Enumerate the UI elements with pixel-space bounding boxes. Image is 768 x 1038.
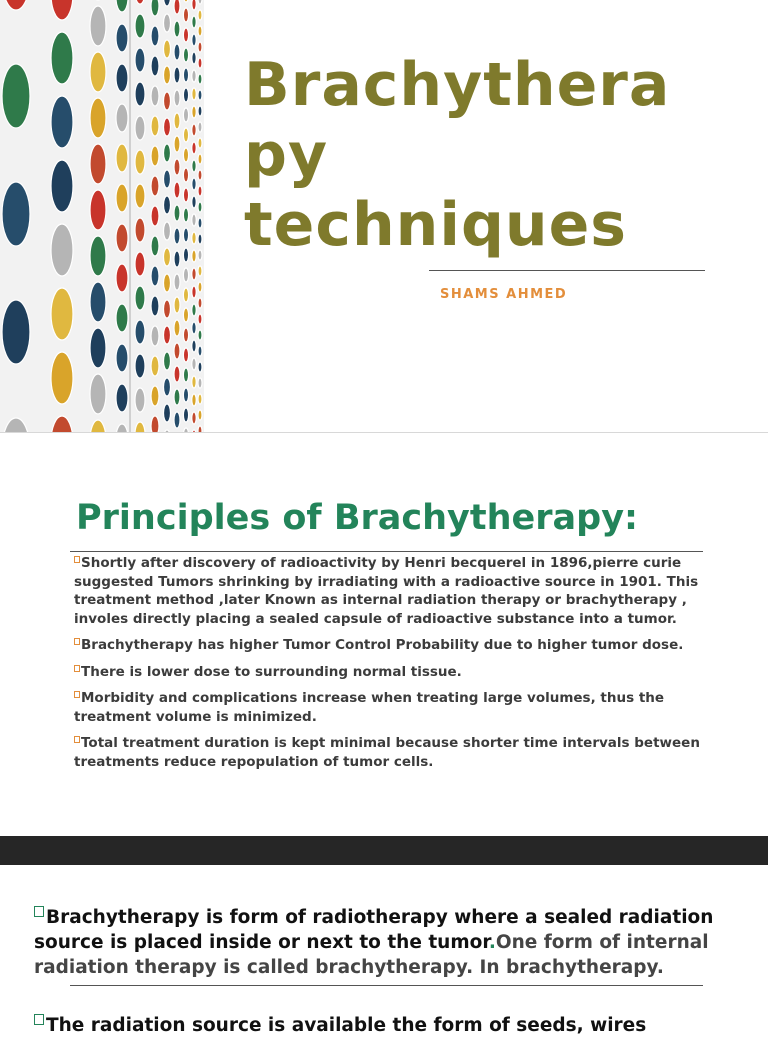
panel-hole [192, 358, 196, 370]
panel-hole [192, 52, 196, 64]
panel-hole [116, 264, 128, 292]
panel-hole [198, 298, 202, 308]
panel-hole [51, 96, 73, 148]
panel-hole [183, 108, 188, 122]
slide-separator-band [0, 836, 768, 865]
panel-hole [151, 56, 159, 76]
panel-hole [151, 386, 159, 406]
panel-hole [192, 124, 196, 136]
bullet-square-icon [74, 736, 80, 743]
panel-hole [164, 196, 171, 214]
title-divider [429, 270, 705, 271]
principles-heading: Principles of Brachytherapy: [76, 498, 638, 538]
panel-hole [90, 236, 106, 276]
bullet-square-icon [34, 906, 44, 917]
bullet-square-icon [74, 665, 80, 672]
panel-hole [183, 328, 188, 342]
panel-hole [174, 297, 180, 313]
panel-hole [151, 176, 159, 196]
panel-hole [192, 196, 196, 208]
panel-hole [135, 48, 145, 72]
panel-hole [198, 26, 202, 36]
panel-hole [174, 159, 180, 175]
panel-hole [164, 326, 171, 344]
panel-hole [164, 92, 171, 110]
panel-hole [183, 288, 188, 302]
panel-hole [174, 113, 180, 129]
panel-hole [135, 354, 145, 378]
panel-hole [174, 205, 180, 221]
panel-hole [135, 252, 145, 276]
panel-hole [164, 274, 171, 292]
panel-hole [174, 251, 180, 267]
panel-hole [174, 136, 180, 152]
panel-hole [198, 202, 202, 212]
panel-hole [151, 116, 159, 136]
panel-hole [164, 222, 171, 240]
panel-hole [183, 368, 188, 382]
panel-hole [183, 388, 188, 402]
panel-hole [183, 88, 188, 102]
panel-hole [192, 340, 196, 352]
author-name: SHAMS AHMED [440, 287, 568, 302]
panel-hole [198, 330, 202, 340]
panel-hole [164, 40, 171, 58]
panel-hole [192, 304, 196, 316]
panel-hole [174, 343, 180, 359]
panel-hole [174, 21, 180, 37]
panel-hole [90, 328, 106, 368]
panel-hole [183, 168, 188, 182]
panel-hole [90, 190, 106, 230]
panel-hole [183, 228, 188, 242]
panel-hole [174, 67, 180, 83]
panel-hole [151, 326, 159, 346]
panel-hole [135, 14, 145, 38]
panel-hole [192, 88, 196, 100]
principles-slide [0, 433, 768, 836]
panel-hole [183, 268, 188, 282]
panel-hole [2, 182, 30, 246]
panel-hole [198, 74, 202, 84]
panel-hole [135, 286, 145, 310]
panel-hole [198, 362, 202, 372]
panel-hole [198, 218, 202, 228]
panel-hole [192, 106, 196, 118]
panel-hole [164, 378, 171, 396]
panel-hole [192, 142, 196, 154]
bullet-square-icon [34, 1014, 44, 1025]
panel-hole [164, 66, 171, 84]
panel-hole [198, 170, 202, 180]
panel-hole [183, 188, 188, 202]
panel-hole [164, 404, 171, 422]
panel-hole [183, 248, 188, 262]
panel-hole [164, 144, 171, 162]
panel-hole [192, 214, 196, 226]
panel-hole [174, 412, 180, 428]
panel-hole [151, 86, 159, 106]
panel-hole [183, 208, 188, 222]
panel-hole [183, 408, 188, 422]
panel-hole [198, 346, 202, 356]
panel-hole [192, 34, 196, 46]
panel-hole [116, 144, 128, 172]
panel-hole [151, 356, 159, 376]
principles-list [70, 554, 700, 779]
next-bullet-line: The radiation source is available the form of seeds, wires [34, 1013, 734, 1038]
panel-hole [192, 412, 196, 424]
panel-hole [151, 296, 159, 316]
panel-hole [183, 0, 188, 2]
panel-hole [198, 42, 202, 52]
panel-hole [192, 250, 196, 262]
panel-seam [129, 0, 131, 432]
panel-hole [135, 388, 145, 412]
panel-hole [174, 274, 180, 290]
panel-hole [183, 128, 188, 142]
panel-hole [151, 0, 159, 16]
panel-hole [198, 0, 202, 4]
panel-hole [164, 170, 171, 188]
panel-hole [174, 228, 180, 244]
panel-hole [90, 52, 106, 92]
panel-hole [135, 218, 145, 242]
panel-hole [135, 184, 145, 208]
panel-hole [198, 122, 202, 132]
paragraph-divider [70, 985, 703, 986]
panel-hole [164, 118, 171, 136]
definition-paragraph: Brachytherapy is form of radiotherapy where a sealed radiation source is placed inside or next to the tumor.One form of internal radiation therapy is called brachytherapy. In brachytherapy. [34, 907, 714, 978]
panel-hole [135, 116, 145, 140]
panel-hole [151, 26, 159, 46]
list-item: Brachytherapy has higher Tumor Control Probability due to higher tumor dose. [70, 636, 700, 655]
panel-hole [198, 106, 202, 116]
panel-hole [116, 224, 128, 252]
panel-hole [183, 148, 188, 162]
panel-hole [192, 160, 196, 172]
panel-hole [198, 266, 202, 276]
title-slide [0, 0, 768, 432]
panel-hole [198, 234, 202, 244]
panel-hole [116, 344, 128, 372]
panel-hole [51, 160, 73, 212]
panel-hole [174, 182, 180, 198]
presentation-title: Brachythera py techniques [244, 50, 671, 260]
panel-hole [174, 389, 180, 405]
panel-hole [198, 138, 202, 148]
panel-hole [198, 250, 202, 260]
panel-hole [151, 206, 159, 226]
panel-hole [116, 64, 128, 92]
panel-hole [116, 24, 128, 52]
list-item: Morbidity and complications increase when treating large volumes, thus the treatment volume is minimized. [74, 690, 665, 725]
panel-hole [174, 0, 180, 14]
panel-hole [151, 236, 159, 256]
panel-hole [51, 288, 73, 340]
definition-slide [0, 865, 768, 1036]
panel-hole [90, 374, 106, 414]
panel-hole [198, 282, 202, 292]
panel-hole [116, 104, 128, 132]
panel-hole [90, 6, 106, 46]
panel-hole [183, 308, 188, 322]
panel-hole [192, 376, 196, 388]
panel-hole [198, 410, 202, 420]
perforated-panel-image [0, 0, 204, 432]
list-item: Total treatment duration is kept minimal because shorter time intervals between treatments reduce repopulation of tumor cells. [74, 735, 700, 770]
panel-hole [151, 266, 159, 286]
panel-hole [116, 304, 128, 332]
panel-hole [198, 90, 202, 100]
panel-hole [198, 186, 202, 196]
bullet-square-icon [74, 638, 80, 645]
panel-hole [174, 366, 180, 382]
panel-hole [135, 82, 145, 106]
panel-hole [192, 0, 196, 10]
panel-hole [192, 232, 196, 244]
panel-hole [198, 154, 202, 164]
list-item: Shortly after discovery of radioactivity by Henri becquerel in 1896,pierre curie suggested Tumors shrinking by irradiating with a radioactive source in 1901. This treatment method ,later Known as internal radiation therapy or brachytherapy , involes directly placing a sealed capsule of radioactive substance into a tumor. [74, 555, 699, 627]
panel-hole [90, 282, 106, 322]
heading-divider [70, 551, 703, 552]
panel-hole [116, 384, 128, 412]
panel-hole [51, 32, 73, 84]
panel-hole [135, 320, 145, 344]
panel-hole [164, 248, 171, 266]
panel-hole [183, 8, 188, 22]
panel-hole [151, 146, 159, 166]
panel-hole [174, 44, 180, 60]
panel-hole [183, 48, 188, 62]
panel-hole [183, 68, 188, 82]
panel-hole [192, 394, 196, 406]
panel-hole [164, 352, 171, 370]
panel-hole [192, 70, 196, 82]
bullet-square-icon [74, 691, 80, 698]
panel-hole [135, 150, 145, 174]
panel-hole [2, 64, 30, 128]
panel-hole [192, 322, 196, 334]
panel-hole [198, 10, 202, 20]
panel-hole [192, 268, 196, 280]
panel-hole [192, 286, 196, 298]
panel-hole [90, 144, 106, 184]
panel-hole [164, 300, 171, 318]
panel-hole [198, 58, 202, 68]
panel-hole [2, 300, 30, 364]
list-item: There is lower dose to surrounding normal tissue. [70, 663, 700, 682]
panel-hole [116, 184, 128, 212]
bullet-square-icon [74, 556, 80, 563]
panel-hole [51, 224, 73, 276]
panel-hole [174, 90, 180, 106]
panel-hole [174, 320, 180, 336]
panel-hole [164, 14, 171, 32]
panel-hole [198, 314, 202, 324]
panel-hole [198, 378, 202, 388]
panel-hole [51, 352, 73, 404]
panel-hole [198, 394, 202, 404]
panel-hole [183, 348, 188, 362]
panel-hole [90, 98, 106, 138]
panel-hole [192, 178, 196, 190]
panel-hole [183, 28, 188, 42]
panel-hole [192, 16, 196, 28]
